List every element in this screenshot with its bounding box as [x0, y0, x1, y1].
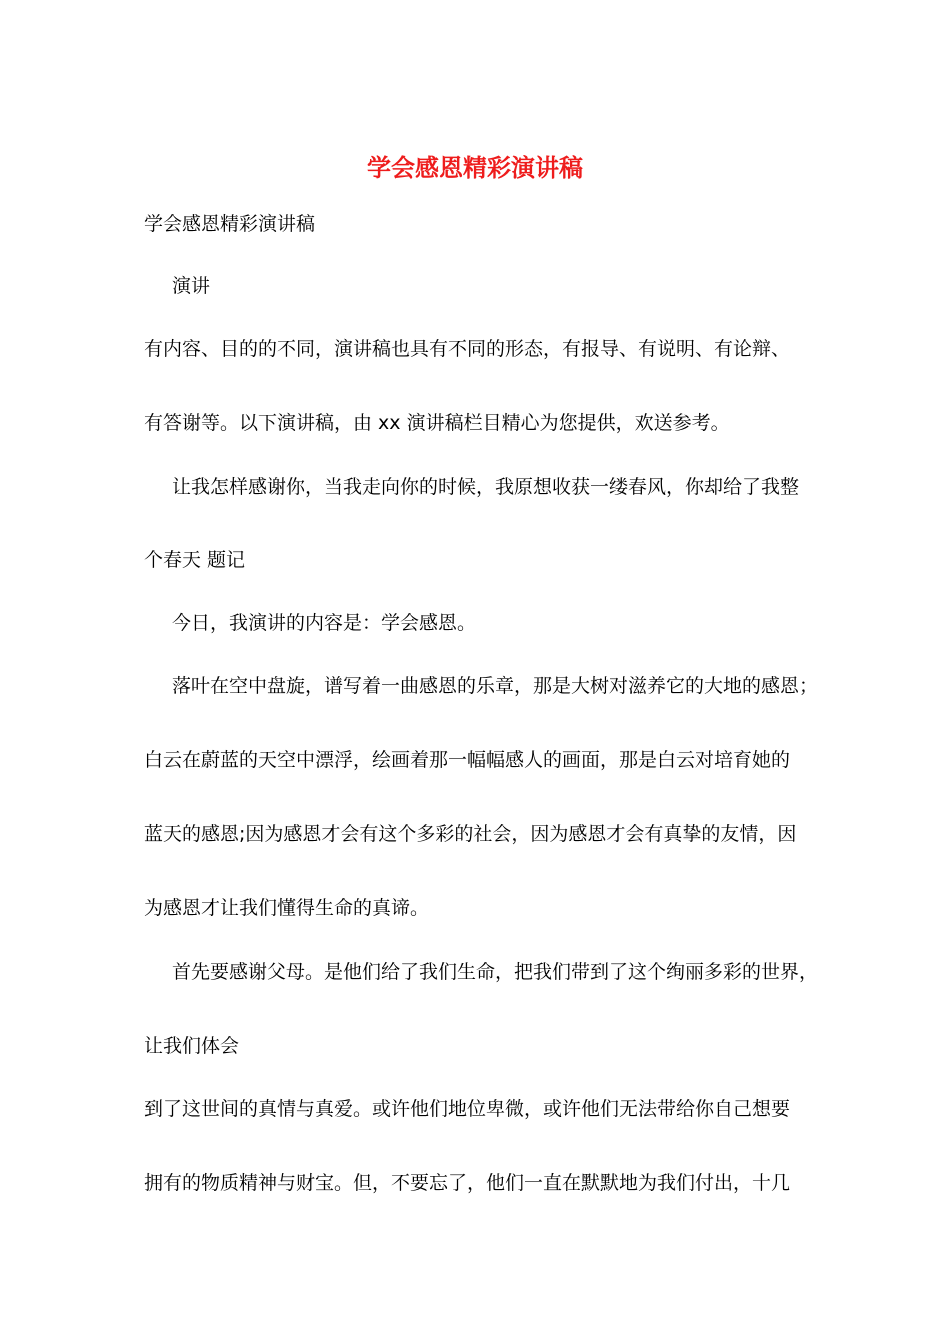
paragraph-line: 为感恩才让我们懂得生命的真谛。	[144, 897, 430, 919]
paragraph-line: 到了这世间的真情与真爱。或许他们地位卑微，或许他们无法带给你自己想要	[144, 1098, 791, 1120]
paragraph-line: 落叶在空中盘旋，谱写着一曲感恩的乐章，那是大树对滋养它的大地的感恩；	[172, 675, 819, 697]
paragraph-line: 让我们体会	[144, 1035, 240, 1057]
paragraph-line: 蓝天的感恩;因为感恩才会有这个多彩的社会，因为感恩才会有真挚的友情，因	[144, 823, 797, 845]
paragraph-line: 有答谢等。以下演讲稿，由 xx 演讲稿栏目精心为您提供，欢送参考。	[144, 412, 730, 434]
subtitle-line: 学会感恩精彩演讲稿	[144, 213, 316, 235]
paragraph-line: 让我怎样感谢你，当我走向你的时候，我原想收获一缕春风，你却给了我整	[172, 476, 800, 498]
paragraph-line: 今日，我演讲的内容是：学会感恩。	[172, 612, 477, 634]
paragraph-line: 有内容、目的的不同，演讲稿也具有不同的形态，有报导、有说明、有论辩、	[144, 338, 791, 360]
paragraph-line: 演讲	[172, 275, 211, 297]
paragraph-line: 个春天 题记	[144, 549, 246, 571]
document-title: 学会感恩精彩演讲稿	[367, 153, 583, 182]
paragraph-line: 拥有的物质精神与财宝。但，不要忘了，他们一直在默默地为我们付出，十几	[144, 1172, 791, 1194]
paragraph-line: 白云在蔚蓝的天空中漂浮，绘画着那一幅幅感人的画面，那是白云对培育她的	[144, 749, 791, 771]
paragraph-line: 首先要感谢父母。是他们给了我们生命，把我们带到了这个绚丽多彩的世界，	[172, 961, 819, 983]
